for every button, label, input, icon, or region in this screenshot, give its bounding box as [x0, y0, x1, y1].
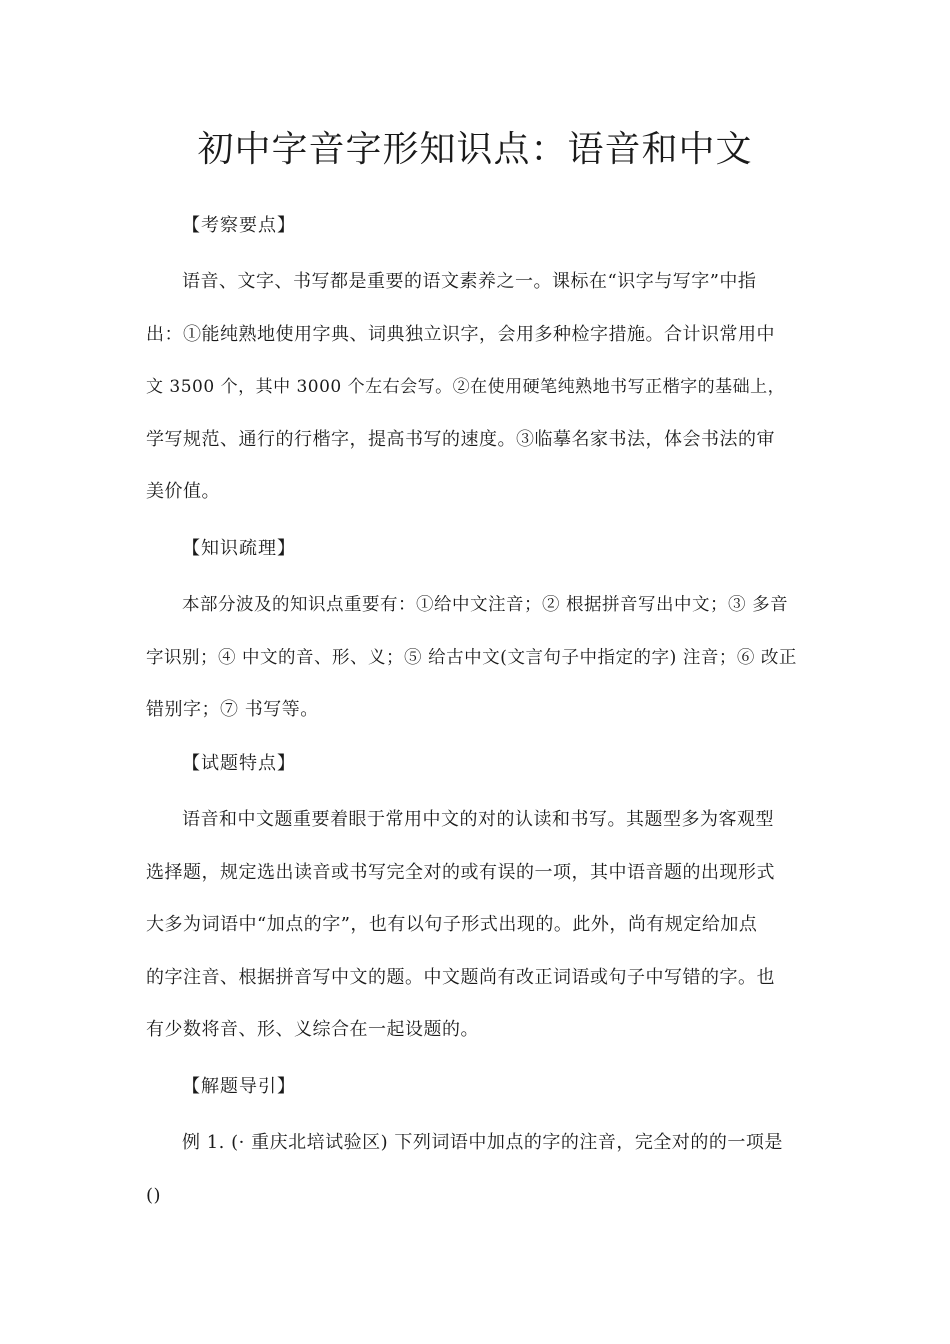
- section-heading-exam-points: 【考察要点】: [182, 215, 296, 236]
- document-title: 初中字音字形知识点：语音和中文: [197, 129, 753, 170]
- section-heading-question-features: 【试题特点】: [182, 753, 296, 774]
- paragraph-line: 学写规范、通行的行楷字，提高书写的速度。③临摹名家书法，体会书法的审: [146, 428, 775, 450]
- paragraph-exam-points: [146, 256, 802, 519]
- paragraph-line: (): [146, 1184, 162, 1206]
- paragraph-line: 错别字；⑦ 书写等。: [146, 699, 319, 720]
- paragraph-line: 出：①能纯熟地使用字典、词典独立识字，会用多种检字措施。合计识常用中: [146, 323, 775, 345]
- section-heading-knowledge-review: 【知识疏理】: [182, 538, 296, 559]
- paragraph-line: 例 1. (· 重庆北培试验区) 下列词语中加点的字的注音，完全对的的一项是: [182, 1132, 783, 1153]
- section-heading-problem-guide: 【解题导引】: [182, 1076, 296, 1097]
- paragraph-line: 选择题，规定选出读音或书写完全对的或有误的一项，其中语音题的出现形式: [146, 861, 775, 883]
- paragraph-question-features: [146, 794, 802, 1057]
- paragraph-line: 美价值。: [146, 481, 220, 502]
- paragraph-line: 语音和中文题重要着眼于常用中文的对的认读和书写。其题型多为客观型: [182, 809, 774, 830]
- paragraph-knowledge-review: [146, 579, 802, 737]
- paragraph-line: 本部分波及的知识点重要有：①给中文注音；② 根据拼音写出中文；③ 多音: [182, 595, 789, 615]
- paragraph-line: 语音、文字、书写都是重要的语文素养之一。课标在“识字与写字”中指: [182, 271, 757, 292]
- paragraph-line: 大多为词语中“加点的字”，也有以句子形式出现的。此外，尚有规定给加点: [146, 914, 758, 935]
- paragraph-line: 字识别；④ 中文的音、形、义；⑤ 给古中文(文言句子中指定的字) 注音；⑥ 改正: [146, 647, 797, 668]
- paragraph-line: 有少数将音、形、义综合在一起设题的。: [146, 1019, 479, 1040]
- paragraph-problem-guide: [146, 1117, 802, 1222]
- paragraph-line: 的字注音、根据拼音写中文的题。中文题尚有改正词语或句子中写错的字。也: [146, 966, 775, 988]
- paragraph-line: 文 3500 个，其中 3000 个左右会写。②在使用硬笔纯熟地书写正楷字的基础上，: [146, 377, 786, 397]
